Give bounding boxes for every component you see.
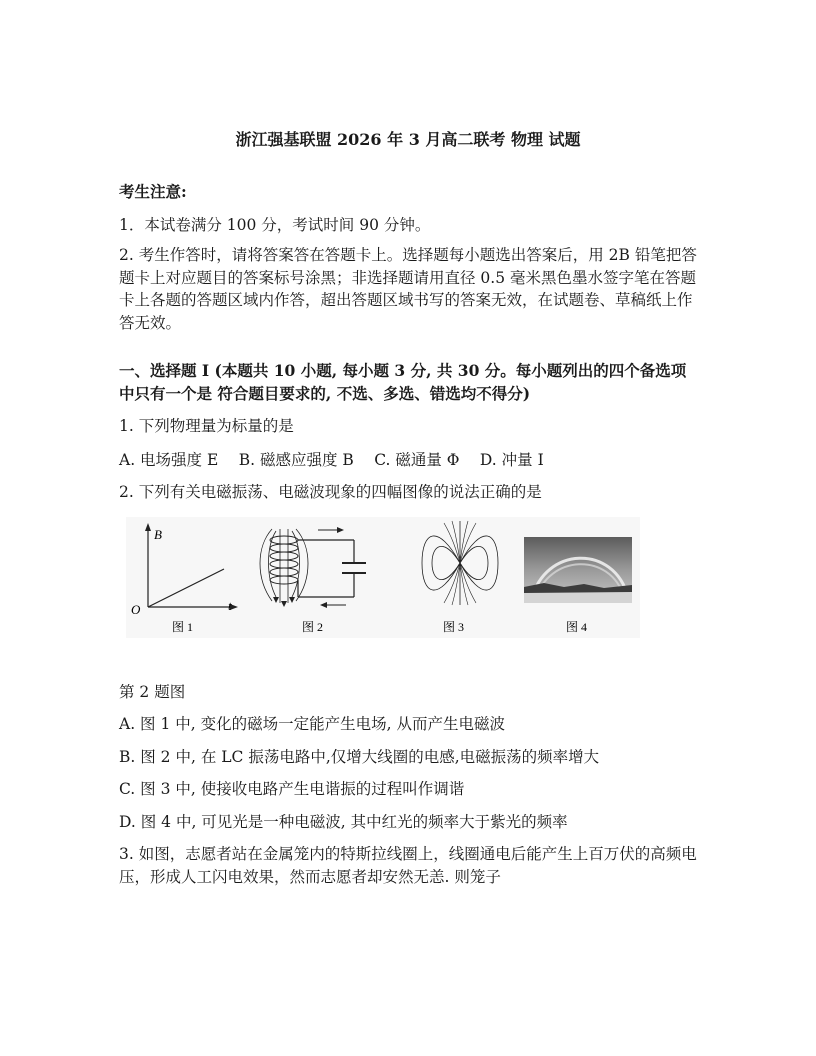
figure-2-label: 图 2 xyxy=(302,620,324,634)
question-2-option-c: C. 图 3 中, 使接收电路产生电谐振的过程叫作调谐 xyxy=(119,780,465,798)
page-title: 浙江强基联盟 2026 年 3 月高二联考 物理 试题 xyxy=(235,130,581,149)
figure-4-label: 图 4 xyxy=(566,620,588,634)
origin-label: O xyxy=(131,602,141,617)
question-2-option-a: A. 图 1 中, 变化的磁场一定能产生电场, 从而产生电磁波 xyxy=(119,715,505,733)
figure-1-label: 图 1 xyxy=(172,620,194,634)
question-1-stem: 1. 下列物理量为标量的是 xyxy=(119,417,294,435)
figure-3-field-lines xyxy=(422,521,498,634)
question-3-stem: 3. 如图，志愿者站在金属笼内的特斯拉线圈上，线圈通电后能产生上百万伏的高频电压，形成人工闪电效果，然而志愿者却安然无恙. 则笼子 xyxy=(119,845,697,886)
question-1-options: A. 电场强度 E B. 磁感应强度 B C. 磁通量 Φ D. 冲量 I xyxy=(119,451,544,469)
question-2-caption: 第 2 题图 xyxy=(119,683,186,701)
notice-item-2: 2. 考生作答时，请将答案答在答题卡上。选择题每小题选出答案后，用 2B 铅笔把答题卡上对应题目的答案标号涂黑；非选择题请用直径 0.5 毫米黑色墨水签字笔在答题卡上各题的答题区域内作答，超出答题区域书写的答案无效，在试题卷、草稿纸上作答无效。 xyxy=(119,246,697,332)
notice-heading: 考生注意: xyxy=(119,182,187,201)
section-1-heading: 一、选择题 I (本题共 10 小题, 每小题 3 分, 共 30 分。每小题列出的四个备选项中只有一个是 符合题目要求的, 不选、多选、错选均不得分) xyxy=(119,361,687,403)
axis-y-label: B xyxy=(154,527,162,542)
figure-3-label: 图 3 xyxy=(443,620,465,634)
figure-1-graph xyxy=(131,523,238,634)
notice-item-1: 1．本试卷满分 100 分，考试时间 90 分钟。 xyxy=(119,216,431,234)
question-2-stem: 2. 下列有关电磁振荡、电磁波现象的四幅图像的说法正确的是 xyxy=(119,483,542,501)
question-2-option-b: B. 图 2 中, 在 LC 振荡电路中,仅增大线圈的电感,电磁振荡的频率增大 xyxy=(119,748,600,766)
b-t-line xyxy=(148,569,224,607)
figure-4-rainbow-photo xyxy=(524,537,632,603)
figure-2-lc-circuit xyxy=(260,527,366,634)
axis-x-label: t xyxy=(228,598,232,613)
question-2-option-d: D. 图 4 中, 可见光是一种电磁波, 其中红光的频率大于紫光的频率 xyxy=(119,813,568,831)
